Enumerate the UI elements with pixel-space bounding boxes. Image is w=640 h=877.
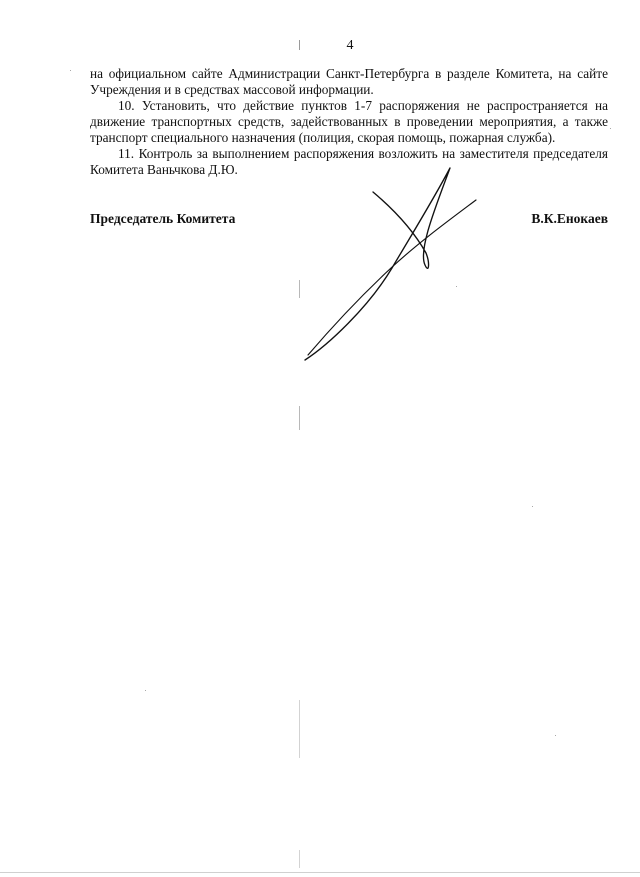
- signature-main-stroke: [305, 168, 450, 360]
- scan-bottom-edge: [0, 872, 640, 873]
- scan-dot: [532, 506, 533, 507]
- paragraph-11: 11. Контроль за выполнением распоряжения возложить на заместителя председателя Комитета Ваньчкова Д.Ю.: [90, 146, 608, 177]
- scan-artifact-mid-3: [299, 700, 300, 758]
- signature-cross-stroke: [308, 200, 476, 355]
- page-number: 4: [346, 38, 354, 53]
- scan-artifact-bottom: [299, 850, 300, 868]
- scan-dot: [70, 70, 71, 71]
- scan-dot: [145, 690, 146, 691]
- scan-dot: [610, 128, 611, 129]
- scan-artifact-mid-1: [299, 280, 300, 298]
- scan-dot: [555, 735, 556, 736]
- handwritten-signature: [290, 150, 490, 375]
- paragraph-continuation: на официальном сайте Администрации Санкт-Петербурга в разделе Комитета, на сайте Учреждения и в средствах массовой информации.: [90, 66, 608, 97]
- signatory-title: Председатель Комитета: [90, 211, 236, 226]
- signatory-name: В.К.Енокаев: [531, 211, 608, 226]
- scan-artifact-mid-2: [299, 406, 300, 430]
- scan-artifact-top: [299, 40, 300, 50]
- scan-dot: [456, 286, 457, 287]
- paragraph-10: 10. Установить, что действие пунктов 1-7 распоряжения не распространяется на движение транспортных средств, задействованных в проведении мероприятия, а также транспорт специального назначения (полиция, скорая помощь, пожарная служба).: [90, 98, 608, 145]
